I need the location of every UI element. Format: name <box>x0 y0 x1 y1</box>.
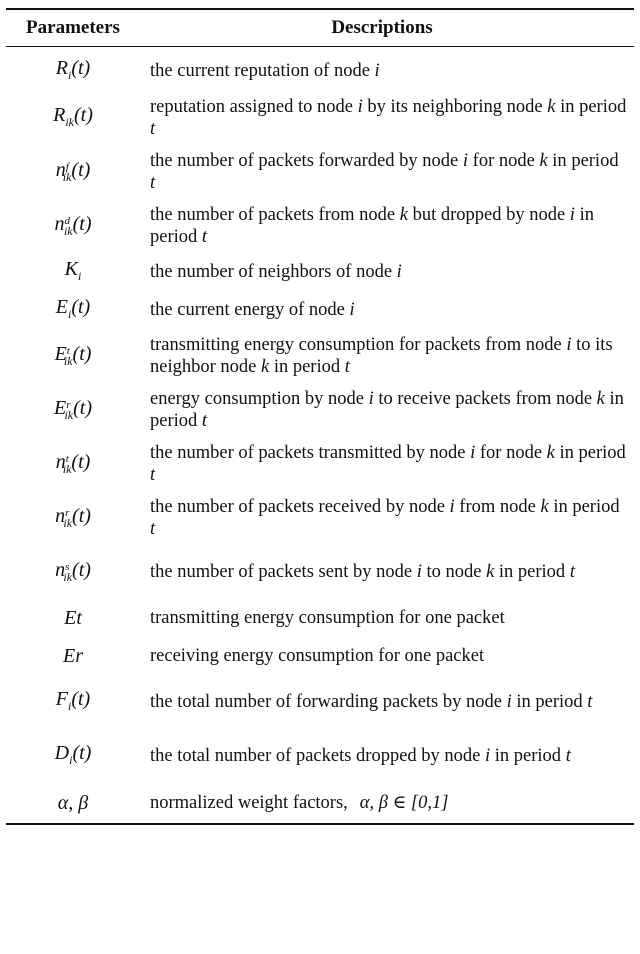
symbol-subscript: ik <box>63 516 73 530</box>
symbol-subscript: ik <box>64 408 74 422</box>
description-text: the number of packets sent by node i to node k in period t <box>150 562 575 582</box>
symbol-argument: (t) <box>71 451 91 473</box>
parameter-description <box>140 607 634 629</box>
symbol-argument: (t) <box>74 103 93 126</box>
table-row <box>6 491 634 545</box>
symbol-subscript: ik <box>62 170 72 184</box>
symbol-base: R <box>53 103 66 126</box>
table-row <box>6 51 634 91</box>
symbol-argument: (t) <box>71 295 91 318</box>
table-row <box>6 637 634 675</box>
symbol-base: n <box>55 159 66 181</box>
parameter-description <box>140 745 634 767</box>
description-text: the total number of packets dropped by node i in period t <box>150 746 571 766</box>
parameter-description <box>140 388 634 432</box>
table-row <box>6 291 634 329</box>
symbol-subscript: i <box>67 306 72 321</box>
table-row <box>6 675 634 729</box>
parameter-symbol <box>6 688 140 717</box>
table-row <box>6 253 634 291</box>
parameter-symbol <box>6 742 140 771</box>
symbol-argument: (t) <box>73 397 93 419</box>
table-row <box>6 91 634 145</box>
symbol-base: R <box>55 56 68 79</box>
parameter-description <box>140 261 634 283</box>
parameter-description <box>140 645 634 667</box>
parameter-symbol <box>6 645 140 667</box>
parameter-symbol <box>6 394 140 426</box>
table-row <box>6 383 634 437</box>
symbol-subscript: ik <box>65 114 74 129</box>
parameter-description <box>140 96 634 140</box>
table-header <box>6 10 634 46</box>
parameter-description <box>140 792 634 814</box>
symbol-subscript: ik <box>63 570 73 584</box>
description-text: normalized weight factors, <box>150 793 348 813</box>
symbol-base: K <box>64 257 78 280</box>
symbol-superscript: s <box>65 561 70 573</box>
symbol-subscript: i <box>67 698 72 713</box>
table-body <box>6 47 634 823</box>
symbol-subscript: i <box>67 67 72 82</box>
parameter-symbol <box>6 502 140 534</box>
description-text: transmitting energy consumption for packets from node i to its neighbor node k in period t <box>150 335 613 377</box>
symbol-superscript: f <box>65 161 69 173</box>
symbol-subscript: ik <box>63 224 73 238</box>
parameter-description <box>140 691 634 713</box>
parameter-symbol <box>6 792 140 814</box>
parameter-description <box>140 204 634 248</box>
symbol-superscript: t <box>66 345 70 357</box>
symbol-subscript: ik <box>62 462 72 476</box>
symbol-subscript: i <box>69 752 73 767</box>
description-text: the current energy of node i <box>150 300 355 320</box>
description-formula: α, β ∈ [0,1] <box>359 793 449 813</box>
symbol-superscript: r <box>66 399 71 411</box>
parameter-description <box>140 150 634 194</box>
description-text: receiving energy consumption for one packet <box>150 646 485 666</box>
description-text: the current reputation of node i <box>150 61 380 81</box>
table-row <box>6 145 634 199</box>
header-descriptions: Descriptions <box>331 17 433 38</box>
symbol-argument: (t) <box>72 559 91 581</box>
symbol-base: F <box>55 687 68 710</box>
symbol-argument: (t) <box>71 159 91 181</box>
table-row <box>6 437 634 491</box>
parameter-symbol <box>6 210 140 242</box>
symbol-base: E <box>53 397 67 419</box>
symbol-base: E <box>54 343 67 365</box>
parameter-symbol <box>6 104 140 133</box>
parameter-description <box>140 561 634 583</box>
description-text: the number of packets received by node i from node k in period t <box>150 497 620 539</box>
symbol-base: n <box>55 559 66 581</box>
symbol-base: Er <box>63 645 83 667</box>
symbol-superscript: t <box>65 453 69 465</box>
description-text: the number of packets transmitted by node i for node k in period t <box>150 443 626 485</box>
description-text: the number of neighbors of node i <box>150 262 402 282</box>
parameter-symbol <box>6 448 140 480</box>
symbol-base: n <box>55 505 66 527</box>
description-text: the number of packets from node k but dropped by node i in period t <box>150 205 594 247</box>
symbol-subscript: ik <box>63 354 73 368</box>
parameter-description <box>140 60 634 82</box>
table-row <box>6 199 634 253</box>
parameter-symbol <box>6 556 140 588</box>
parameter-description <box>140 299 634 321</box>
parameter-symbol <box>6 296 140 325</box>
symbol-base: n <box>54 213 65 235</box>
table-row <box>6 599 634 637</box>
parameter-description <box>140 442 634 486</box>
symbol-argument: (t) <box>72 741 92 764</box>
parameter-symbol <box>6 607 140 629</box>
symbol-argument: (t) <box>71 56 91 79</box>
symbol-argument: (t) <box>72 213 92 235</box>
table-row <box>6 783 634 823</box>
parameter-symbol <box>6 156 140 188</box>
parameter-description <box>140 334 634 378</box>
description-text: energy consumption by node i to receive packets from node k in period t <box>150 389 624 431</box>
symbol-argument: (t) <box>72 505 91 527</box>
header-parameters: Parameters <box>26 17 120 38</box>
symbol-base: n <box>55 451 66 473</box>
description-text: transmitting energy consumption for one packet <box>150 608 505 628</box>
table-bottom-rule <box>6 823 634 825</box>
parameter-symbol <box>6 57 140 86</box>
table-row <box>6 545 634 599</box>
symbol-subscript: i <box>78 268 82 283</box>
table-row <box>6 329 634 383</box>
table-row <box>6 729 634 783</box>
symbol-superscript: d <box>64 215 70 227</box>
parameter-description <box>140 496 634 540</box>
symbol-base: α, β <box>57 792 89 814</box>
symbol-argument: (t) <box>71 687 91 710</box>
description-text: the number of packets forwarded by node i for node k in period t <box>150 151 619 193</box>
symbol-superscript: r <box>65 507 70 519</box>
symbol-base: E <box>55 295 68 318</box>
description-text: the total number of forwarding packets by node i in period t <box>150 692 593 712</box>
symbol-base: Et <box>64 607 82 629</box>
parameter-symbol <box>6 340 140 372</box>
symbol-base: D <box>54 741 70 764</box>
parameters-table <box>6 8 634 825</box>
description-text: reputation assigned to node i by its neighboring node k in period t <box>150 97 627 139</box>
symbol-argument: (t) <box>72 343 92 365</box>
parameter-symbol <box>6 258 140 287</box>
